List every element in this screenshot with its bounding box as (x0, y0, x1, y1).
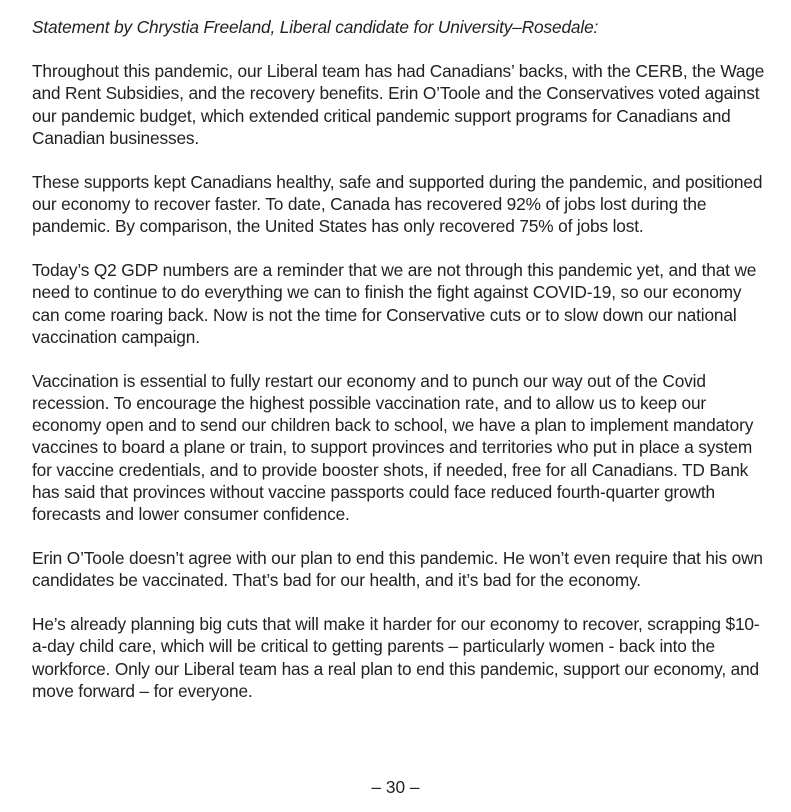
end-marker: – 30 – (371, 777, 420, 797)
statement-attribution: Statement by Chrystia Freeland, Liberal candidate for University–Rosedale: (32, 17, 599, 37)
paragraph-1: Throughout this pandemic, our Liberal team has had Canadians’ backs, with the CERB, the Wage and Rent Subsidies, and the recovery benefits. Erin O’Toole and the Conservatives voted against our pandemic budget, which extended critical pandemic support programs for Canadians and Canadian businesses. (32, 61, 765, 148)
document-body (32, 16, 772, 724)
paragraph-2: These supports kept Canadians healthy, safe and supported during the pandemic, and positioned our economy to recover faster. To date, Canada has recovered 92% of jobs lost during the pandemic. By comparison, the United States has only recovered 75% of jobs lost. (32, 171, 763, 237)
paragraph-6: He’s already planning big cuts that will make it harder for our economy to recover, scrapping $10-a-day child care, which will be critical to getting parents – particularly women - back into the workforce. Only our Liberal team has a real plan to end this pandemic, support our economy, and move forward – for everyone. (32, 614, 760, 701)
paragraph-3: Today’s Q2 GDP numbers are a reminder that we are not through this pandemic yet, and that we need to continue to do everything we can to finish the fight against COVID-19, so our economy can come roaring back. Now is not the time for Conservative cuts or to slow down our national vaccination campaign. (32, 260, 757, 347)
paragraph-4: Vaccination is essential to fully restart our economy and to punch our way out of the Covid recession. To encourage the highest possible vaccination rate, and to allow us to keep our economy open and to send our children back to school, we have a plan to implement mandatory vaccines to board a plane or train, to support provinces and territories who put in place a system for vaccine credentials, and to provide booster shots, if needed, free for all Canadians. TD Bank has said that provinces without vaccine passports could face reduced fourth-quarter growth forecasts and lower consumer confidence. (32, 370, 754, 525)
paragraph-5: Erin O’Toole doesn’t agree with our plan to end this pandemic. He won’t even require that his own candidates be vaccinated. That’s bad for our health, and it’s bad for the economy. (32, 548, 763, 591)
